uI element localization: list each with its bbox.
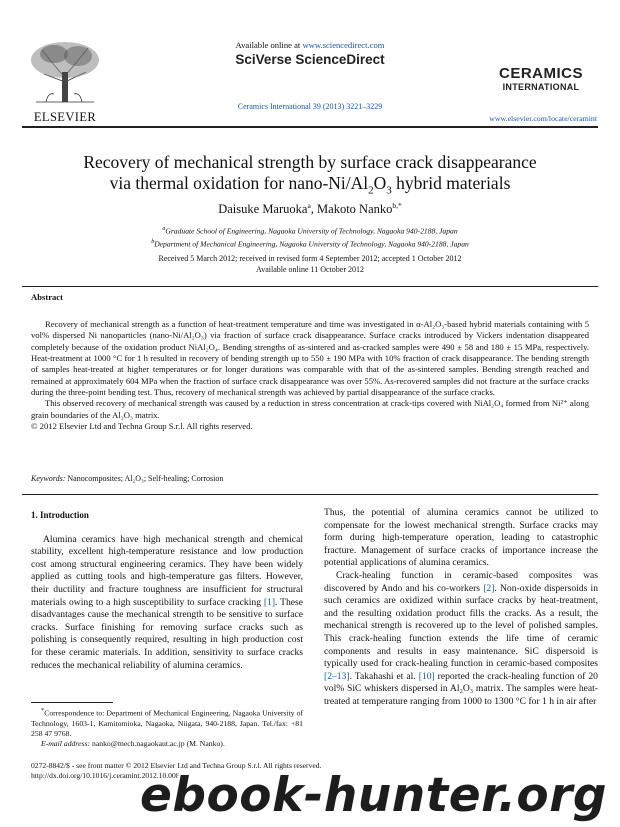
abstract-copyright: © 2012 Elsevier Ltd and Techna Group S.r.l. All rights reserved.: [31, 421, 253, 432]
front-matter-footer: 0272-8842/$ - see front matter © 2012 Elsevier Ltd and Techna Group S.r.l. All rights reserved. http://dx.doi.org/10.1016/j.ceramint.2012.10.008: [31, 761, 322, 780]
abstract-bottom-rule: [22, 494, 598, 495]
elsevier-tree-icon: [26, 38, 104, 104]
journal-url[interactable]: www.elsevier.com/locate/ceramint: [489, 114, 597, 123]
journal-citation[interactable]: Ceramics International 39 (2013) 3221–3229: [237, 102, 383, 111]
doi-link[interactable]: http://dx.doi.org/10.1016/j.ceramint.2012.10.008: [31, 771, 180, 780]
journal-name: CERAMICS INTERNATIONAL: [498, 65, 583, 92]
watermark: ebook-hunter.org: [140, 768, 608, 823]
abstract-paragraph-2: This observed recovery of mechanical strength was caused by a reduction in stress concentration at crack-tips covered with NiAl₂O₄ formed from Ni²⁺ along grain boundaries of the Al₂O₃ matrix.: [31, 398, 589, 420]
keywords: Keywords: Nanocomposites; Al₂O₃; Self-healing; Corrosion: [31, 474, 224, 483]
sciverse-sciencedirect: SciVerse ScienceDirect: [235, 52, 385, 67]
footnote-rule: [31, 702, 113, 703]
abstract-body: [31, 319, 589, 432]
article-dates: Received 5 March 2012; received in revised form 4 September 2012; accepted 1 October 2012 Available online 11 October 2012: [158, 254, 462, 274]
abstract-top-rule: [22, 286, 598, 287]
sciencedirect-link[interactable]: www.sciencedirect.com: [302, 40, 385, 50]
right-column: [324, 507, 598, 709]
abstract-heading: Abstract: [31, 292, 63, 302]
available-online: Available online at www.sciencedirect.com: [235, 40, 385, 50]
ref-link[interactable]: [2]: [483, 582, 495, 594]
article-title: Recovery of mechanical strength by surface crack disappearance via thermal oxidation for nano-$Ni/Al_2O_3$ hybrid materials: [83, 152, 537, 197]
email-link[interactable]: nanko@mech.nagaokaut.ac.jp (M. Nanko).: [90, 739, 225, 749]
ref-link[interactable]: [2–13]: [324, 670, 350, 682]
affiliation-b: $^b$Department of Mechanical Engineering, Nagaoka University of Technology, Nagaoka 940-2188, Japan: [151, 238, 469, 249]
header-rule: [22, 126, 598, 128]
ref-link[interactable]: [10]: [418, 670, 435, 682]
intro-paragraph-2: Thus, the potential of alumina ceramics cannot be utilized to compensate for the lowest mechanical strength. Surface cracks may form during high-temperature operation, leading to catastrophic fracture. Management of surface cracks of importance increase the potential applications of alumina ceramics.: [324, 507, 598, 569]
abstract-paragraph-1: Recovery of mechanical strength as a function of heat-treatment temperature and time was investigated in α-Al₂O₃-based hybrid materials containing with 5 vol% dispersed Ni nanoparticles (nano-Ni/Al₂O₃) via fraction of surface crack disappearance. Surface cracks introduced by Vickers indentation disappeared completely because of the oxidation product NiAl₂O₄. Bending strengths of as-sintered and as-cracked samples were 490 ± 58 and 180 ± 15 MPa, respectively. Heat-treatment at 1000 °C for 1 h resulted in recovery of bending strength up to 550 ± 190 MPa with 10% fraction of crack disappearance. The bending strength of samples heat-treated at higher temperatures or for longer durations was comparable with that of the as-sintered samples. Bending strength reached and remained at approximately 604 MPa when the fraction of surface crack disappearance was over 55%. As-recovered samples did not fracture at the surface cracks during the three-point bending test. Thus, recovery of mechanical strength was achieved by partial disappearance of the surface cracks.: [31, 319, 589, 398]
authors: Daisuke Maruoka$^a$, Makoto Nanko$^{b,*}$: [218, 201, 402, 217]
correspondence-footnote: *Correspondence to: Department of Mechanical Engineering, Nagaoka University of Technology, 1603-1, Kamitomioka, Nagaoka, Niigata, 940-2188, Japan. Tel./fax: +81 258 47 9768. E-mail address: nanko@mech.nagaokaut.ac.jp (M. Nanko).: [31, 707, 303, 749]
intro-paragraph-1: Alumina ceramics have high mechanical strength and chemical stability, excellent high-temperature resistance and low production cost among structural engineering ceramics. They have been widely applied as cutting tools and high-temperature gas filters. However, their ductility and fracture toughness are insufficient for structural materials owing to a high susceptibility to surface cracking [1]. These disadvantages cause the mechanical strength to be sensitive to surface cracks. Surface finishing for removing surface cracks such as polishing is consequently required, resulting in high production cost for these ceramic materials. In addition, sensitivity to surface cracks reduces the mechanical reliability of alumina ceramics.: [31, 533, 304, 671]
ref-link[interactable]: [1]: [263, 596, 276, 608]
publisher-logo-text: ELSEVIER: [33, 110, 97, 124]
affiliations: [22, 224, 598, 249]
section-heading: 1. Introduction: [31, 510, 89, 520]
elsevier-logo: [26, 38, 104, 124]
affiliation-a: $^a$Graduate School of Engineering, Nagaoka University of Technology, Nagaoka 940-2188, Japan: [162, 226, 458, 236]
intro-paragraph-3: Crack-healing function in ceramic-based composites was discovered by Ando and his co-workers [2]. Non-oxide dispersoids in such ceramics are oxidized within surface cracks by heat-treatment, and the resulting oxidation product fills the cracks. As a result, the mechanical strength is recovered up to the level of polished samples. This crack-healing function extends the life time of ceramic components and results in easy maintenance. SiC dispersoid is typically used for crack-healing function in ceramic-based composites [2–13]. Takahashi et al. [10] reported the crack-healing function of 20 vol% SiC whiskers dispersed in Al₂O₃ matrix. The samples were heat-treated at temperature ranging from 1000 to 1300 °C for 1 h in air after: [324, 569, 599, 707]
left-column: [31, 509, 303, 672]
